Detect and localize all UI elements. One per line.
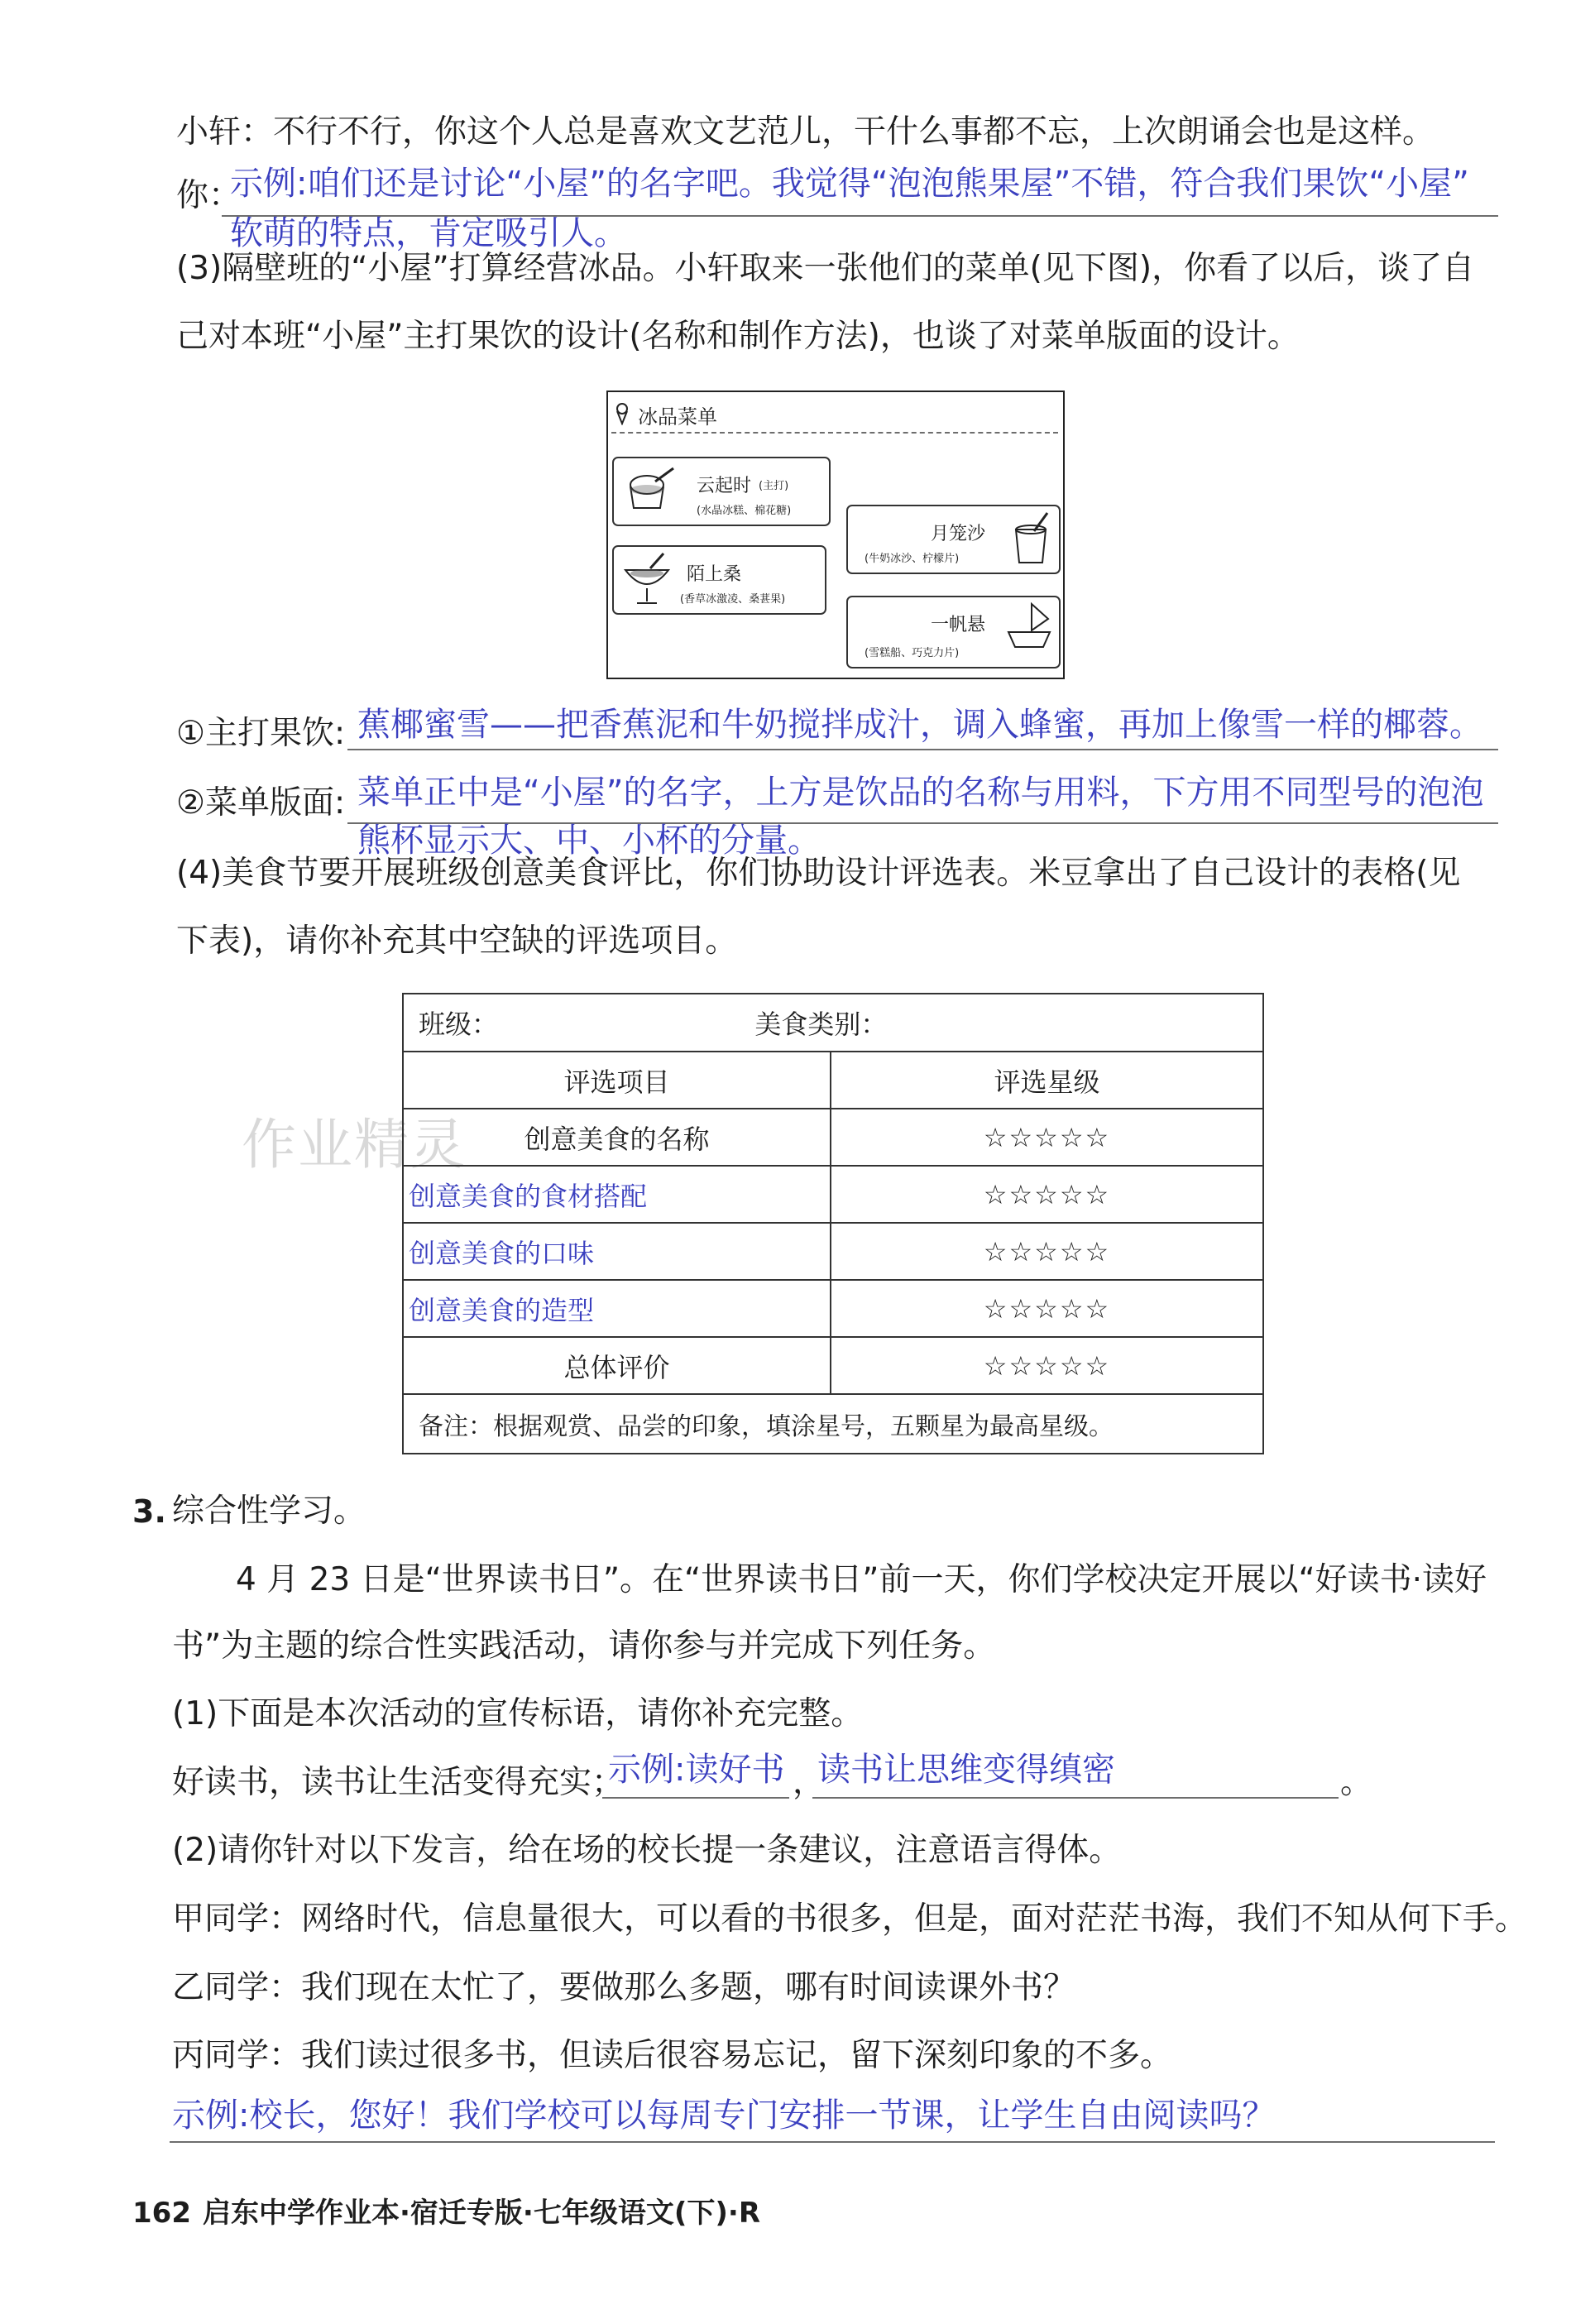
sundae-glass-icon (622, 552, 673, 608)
criterion-cell-handwritten: 创意美食的口味 (403, 1223, 831, 1280)
slogan-prefix: 好读书，读书让生活变得充实； (172, 1764, 625, 1801)
evaluation-table (402, 993, 1264, 1454)
slogan-end: 。 (1340, 1764, 1373, 1801)
star-rating-cell: ☆☆☆☆☆ (831, 1337, 1263, 1394)
slogan-comma: ， (793, 1764, 826, 1801)
table-row (403, 1166, 1263, 1223)
criterion-cell: 总体评价 (403, 1337, 831, 1394)
cake-bowl-icon (622, 465, 680, 516)
q3-answer-1: 蕉椰蜜雪——把香蕉泥和牛奶搅拌成汁，调入蜂蜜，再加上像雪一样的椰蓉。 (357, 706, 1482, 744)
menu-title: 冰品菜单 (638, 405, 717, 429)
menu-item-ingredients: (香草冰激凌、桑葚果) (680, 593, 786, 606)
menu-item-yifanxuan (846, 596, 1061, 668)
speaker-jia: 甲同学：网络时代，信息量很大，可以看的书很多，但是，面对茫茫书海，我们不知从何下手。 (172, 1900, 1528, 1938)
star-rating-cell: ☆☆☆☆☆ (831, 1109, 1263, 1166)
menu-item-ingredients: (牛奶冰沙、柠檬片) (865, 553, 960, 565)
criterion-cell-handwritten: 创意美食的造型 (403, 1280, 831, 1337)
criterion-cell-handwritten: 创意美食的食材搭配 (403, 1166, 831, 1223)
table-row (403, 1109, 1263, 1166)
column-header-item: 评选项目 (403, 1052, 831, 1109)
q3-text-line-1: (3)隔壁班的“小屋”打算经营冰品。小轩取来一张他们的菜单(见下图)，你看了以后，谈了自 (176, 250, 1475, 287)
q3-answer-label-1: ①主打果饮: (176, 715, 346, 752)
page-number: 162 (132, 2197, 191, 2230)
category-label: 美食类别： (754, 1009, 888, 1040)
menu-item-yunqishi (612, 457, 831, 526)
table-note-row (403, 1394, 1263, 1454)
table-column-header-row (403, 1052, 1263, 1109)
slogan-answer-2: 读书让思维变得缜密 (817, 1751, 1115, 1789)
watermark: 作业精灵 (242, 1113, 467, 1176)
q3-answer-label-2: ②菜单版面: (176, 784, 346, 822)
menu-divider (611, 432, 1058, 434)
ice-cream-icon (615, 402, 630, 425)
dialogue-line-xiaoxuan: 小轩：不行不行，你这个人总是喜欢文艺范儿，干什么事都不忘，上次朗诵会也是这样。 (176, 113, 1435, 151)
answer-rule (170, 2141, 1495, 2143)
speaker-yi: 乙同学：我们现在太忙了，要做那么多题，哪有时间读课外书？ (172, 1969, 1076, 2006)
section-number: 3. (132, 1493, 166, 1530)
table-note: 备注：根据观赏、品尝的印象，填涂星号，五颗星为最高星级。 (403, 1394, 1263, 1454)
answer-you-line-2: 软萌的特点，肯定吸引人。 (230, 214, 627, 252)
q3-text-line-2: 己对本班“小屋”主打果饮的设计(名称和制作方法)，也谈了对菜单版面的设计。 (176, 318, 1300, 355)
q4-text-line-2: 下表)，请你补充其中空缺的评选项目。 (176, 922, 738, 960)
boat-icon (1005, 601, 1053, 652)
q3-answer-2-line-2: 熊杯显示大、中、小杯的分量。 (357, 822, 821, 860)
table-row (403, 1280, 1263, 1337)
menu-item-ingredients: (水晶冰糕、棉花糖) (697, 505, 792, 517)
q3-answer-2-line-1: 菜单正中是“小屋”的名字，上方是饮品的名称与用料，下方用不同型号的泡泡 (357, 774, 1484, 812)
class-label: 班级： (419, 1009, 499, 1040)
task-1: (1)下面是本次活动的宣传标语，请你补充完整。 (172, 1695, 864, 1732)
criterion-cell: 创意美食的名称 (403, 1109, 831, 1166)
task-2: (2)请你针对以下发言，给在场的校长提一条建议，注意语言得体。 (172, 1832, 1122, 1869)
answer-rule (812, 1797, 1339, 1799)
intro-line-2: 书”为主题的综合性实践活动，请你参与并完成下列任务。 (172, 1627, 996, 1665)
menu-item-tag: (主打) (759, 480, 789, 492)
menu-item-moshangsang (612, 545, 826, 615)
intro-line-1: 4 月 23 日是“世界读书日”。在“世界读书日”前一天，你们学校决定开展以“好读书·读好 (236, 1561, 1487, 1598)
table-row (403, 1337, 1263, 1394)
q4-text-line-1: (4)美食节要开展班级创意美食评比，你们协助设计评选表。米豆拿出了自己设计的表格(见 (176, 855, 1461, 892)
menu-item-yuelongsha (846, 505, 1061, 574)
menu-item-name: 一帆悬 (931, 615, 986, 635)
star-rating-cell: ☆☆☆☆☆ (831, 1166, 1263, 1223)
ice-menu-figure (606, 391, 1065, 679)
section-title: 综合性学习。 (172, 1493, 366, 1530)
answer-rule (347, 749, 1498, 750)
slogan-answer-1: 示例:读好书 (608, 1751, 785, 1789)
table-header-row (403, 994, 1263, 1052)
answer-rule (602, 1797, 789, 1799)
column-header-stars: 评选星级 (831, 1052, 1263, 1109)
suggestion-answer: 示例:校长，您好！我们学校可以每周专门安排一节课，让学生自由阅读吗？ (172, 2096, 1276, 2135)
answer-you-line-1: 示例:咱们还是讨论“小屋”的名字吧。我觉得“泡泡熊果屋”不错，符合我们果饮“小屋” (230, 165, 1469, 203)
star-rating-cell: ☆☆☆☆☆ (831, 1280, 1263, 1337)
you-label: 你： (176, 177, 242, 214)
menu-item-name: 月笼沙 (931, 524, 986, 544)
menu-item-name: 云起时 (697, 476, 752, 496)
cup-straw-icon (1009, 511, 1055, 568)
footer-title: 启东中学作业本·宿迁专版·七年级语文(下)·R (203, 2197, 761, 2230)
star-rating-cell: ☆☆☆☆☆ (831, 1223, 1263, 1280)
table-row (403, 1223, 1263, 1280)
menu-item-ingredients: (雪糕船、巧克力片) (865, 647, 960, 659)
menu-item-name: 陌上桑 (687, 564, 742, 585)
speaker-bing: 丙同学：我们读过很多书，但读后很容易忘记，留下深刻印象的不多。 (172, 2037, 1173, 2074)
